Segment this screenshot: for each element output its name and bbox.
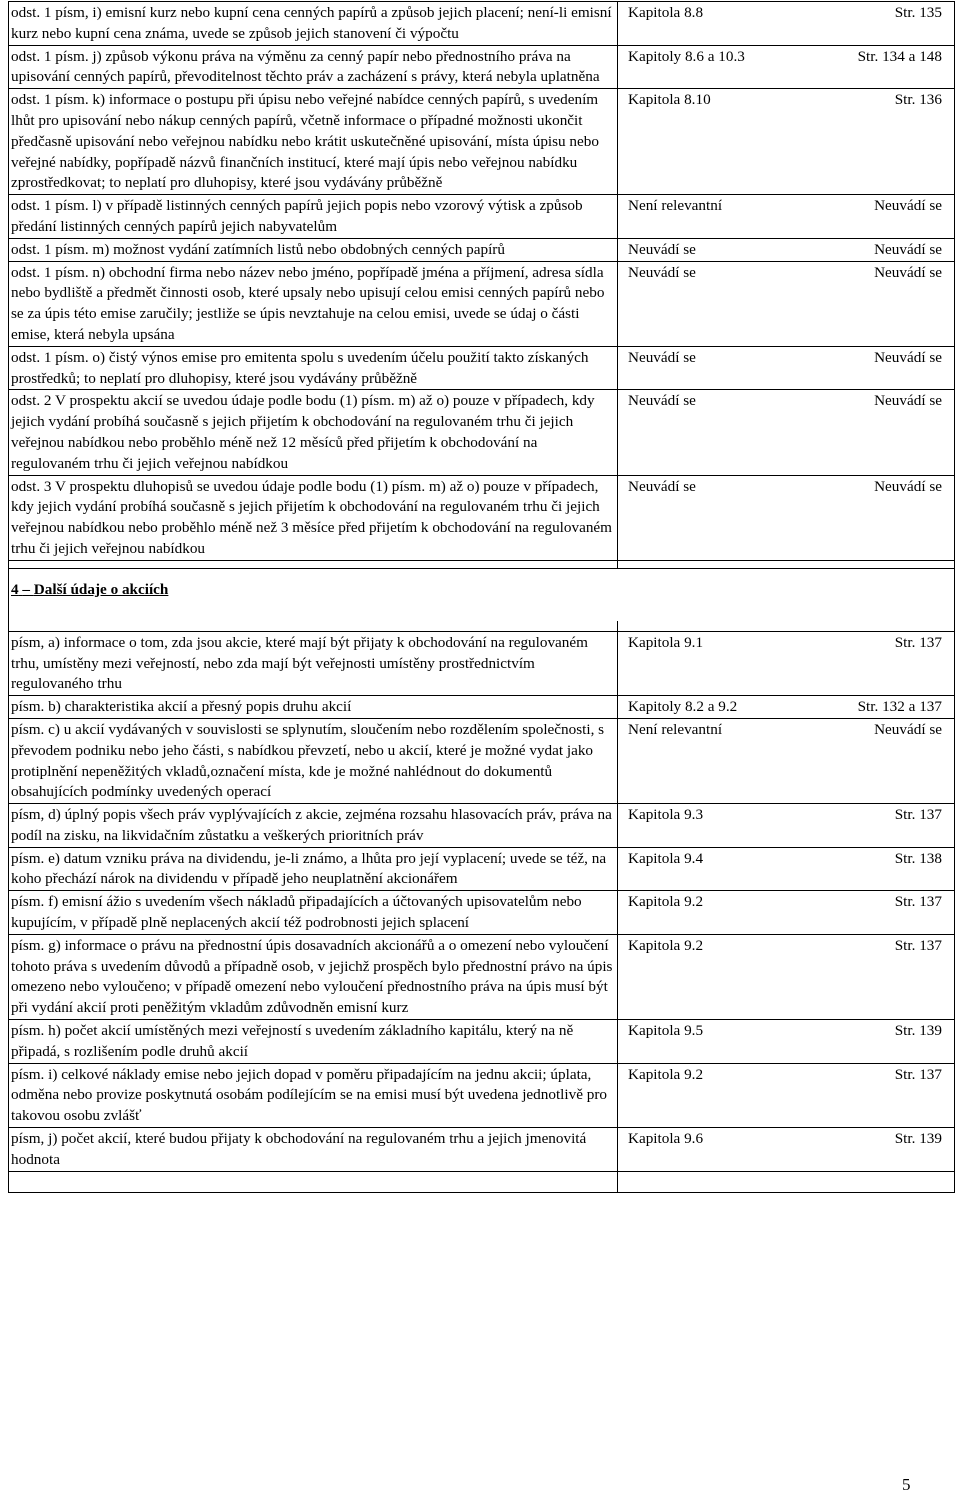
chapter-reference: Neuvádí se	[628, 240, 696, 258]
reference-cell	[618, 718, 955, 803]
reference-cell	[618, 847, 955, 891]
table-row	[9, 390, 955, 475]
reference-line	[628, 477, 942, 498]
page-reference: Str. 139	[894, 1130, 942, 1148]
reference-line	[628, 3, 942, 24]
page-reference: Str. 139	[894, 1022, 942, 1040]
requirement-text: písm. h) počet akcií umístěných mezi veřejností s uvedením základního kapitálu, který na ně připadá, s rozlišením podle druhů akcií	[9, 1020, 618, 1064]
reference-line	[628, 263, 942, 284]
heading-title: Další údaje o akciích	[33, 580, 169, 598]
table-row	[9, 696, 955, 719]
section-heading	[9, 568, 618, 621]
table-row	[9, 1063, 955, 1127]
requirement-text: písm, d) úplný popis všech práv vyplývajících z akcie, zejména rozsahu hlasovacích práv, práva na podíl na zisku, na likvidačním zůstatku a veškerých prioritních práv	[9, 804, 618, 848]
page-reference: Str. 132 a 137	[857, 698, 942, 716]
chapter-reference: Kapitoly 8.6 a 10.3	[628, 47, 745, 65]
table-row	[9, 2, 955, 46]
table-row	[9, 934, 955, 1019]
chapter-reference: Není relevantní	[628, 720, 723, 738]
page-reference: Str. 137	[894, 936, 942, 954]
requirement-text: písm, j) počet akcií, které budou přijaty k obchodování na regulovaném trhu a jejich jmenovitá hodnota	[9, 1128, 618, 1172]
page-reference: Neuvádí se	[874, 720, 942, 738]
page-reference: Neuvádí se	[874, 392, 942, 410]
heading-dash: –	[22, 580, 30, 598]
table-row	[9, 195, 955, 239]
table-row	[9, 718, 955, 803]
page-reference: Neuvádí se	[874, 240, 942, 258]
requirement-text: písm. e) datum vzniku práva na dividendu, je-li známo, a lhůta pro její vyplacení; uvede se též, na koho přechází nárok na dividendu v případě jeho neuplatnění akcionářem	[9, 847, 618, 891]
page-reference: Neuvádí se	[874, 348, 942, 366]
section-2-heading	[9, 560, 955, 631]
reference-line	[628, 348, 942, 369]
reference-line	[628, 892, 942, 913]
reference-line	[628, 240, 942, 261]
requirements-table	[8, 1, 955, 1193]
page-reference: Neuvádí se	[874, 477, 942, 495]
chapter-reference: Neuvádí se	[628, 392, 696, 410]
reference-cell	[618, 1020, 955, 1064]
chapter-reference: Kapitola 9.2	[628, 936, 704, 954]
heading-number: 4	[11, 580, 19, 598]
requirement-text: odst. 1 písm. o) čistý výnos emise pro emitenta spolu s uvedením účelu použití takto získaných prostředků; to neplatí pro dluhopisy, které jsou vydávány průběžně	[9, 346, 618, 390]
chapter-reference: Neuvádí se	[628, 263, 696, 281]
reference-line	[628, 1021, 942, 1042]
section-1-rows	[9, 2, 955, 561]
reference-cell	[618, 475, 955, 560]
page-reference: Neuvádí se	[874, 197, 942, 215]
table-row	[9, 475, 955, 560]
table-row	[9, 631, 955, 695]
table-row	[9, 1020, 955, 1064]
requirement-text: odst. 1 písm. m) možnost vydání zatímních listů nebo obdobných cenných papírů	[9, 238, 618, 261]
requirement-text: písm. c) u akcií vydávaných v souvislosti se splynutím, sloučením nebo rozdělením společnosti, s převodem podniku nebo jeho části, s nabídkou převzetí, nebo u akcií, které je možné vydat jako protiplnění nepeněžitých vkladů,označení místa, kde je možné nahlédnout do dokumentů obsahujících podmínky uvedených operací	[9, 718, 618, 803]
reference-line	[628, 196, 942, 217]
reference-line	[628, 90, 942, 111]
table-row	[9, 89, 955, 195]
table-row	[9, 346, 955, 390]
reference-cell	[618, 934, 955, 1019]
table-row	[9, 45, 955, 89]
page-reference: Str. 137	[894, 806, 942, 824]
reference-cell	[618, 2, 955, 46]
chapter-reference: Kapitola 9.4	[628, 849, 704, 867]
table-row	[9, 1128, 955, 1172]
reference-cell	[618, 1063, 955, 1127]
requirement-text: písm. b) charakteristika akcií a přesný popis druhu akcií	[9, 696, 618, 719]
chapter-reference: Neuvádí se	[628, 348, 696, 366]
page-reference: Str. 137	[894, 1065, 942, 1083]
reference-line	[628, 720, 942, 741]
requirement-text: odst. 1 písm. j) způsob výkonu práva na výměnu za cenný papír nebo přednostního práva na upisování cenných papírů, převoditelnost těchto práv a zacházení s právy, která nebyla uplatněna	[9, 45, 618, 89]
chapter-reference: Kapitola 9.6	[628, 1130, 704, 1148]
reference-line	[628, 1129, 942, 1150]
requirement-text: písm, a) informace o tom, zda jsou akcie, které mají být přijaty k obchodování na regulovaném trhu, umístěny mezi veřejností, nebo zda mají být veřejnosti umístěny prostřednictvím regulovaného trhu	[9, 631, 618, 695]
requirement-text: písm. g) informace o právu na přednostní úpis dosavadních akcionářů a o omezení nebo vyloučení tohoto práva s uvedením důvodů a případně osob, v jejichž prospěch bylo přednostní právo na úpis omezeno nebo vyloučeno; v případě omezení nebo vyloučení přednostního práva na úpis musí být při vydání akcií proti peněžitým vkladům zdůvodněn emisní kurz	[9, 934, 618, 1019]
table-row	[9, 238, 955, 261]
reference-cell	[618, 45, 955, 89]
chapter-reference: Neuvádí se	[628, 477, 696, 495]
page-reference: Str. 135	[894, 4, 942, 21]
requirement-text: písm. f) emisní ážio s uvedením všech nákladů připadajících a účtovaných upisovatelům nebo kupujícím, v případě plně neplacených akcií též podrobnosti jejich splacení	[9, 891, 618, 935]
reference-cell	[618, 390, 955, 475]
reference-line	[628, 391, 942, 412]
chapter-reference: Kapitola 8.8	[628, 4, 704, 21]
page-reference: Str. 134 a 148	[857, 47, 942, 65]
chapter-reference: Kapitola 9.2	[628, 893, 704, 911]
requirement-text: písm. i) celkové náklady emise nebo jejich dopad v poměru připadajícím na jednu akcii; úplata, odměna nebo provize poskytnutá osobám podílejícím se na emisi musí být uvedena jednotlivě pro takovou osobu zvlášť	[9, 1063, 618, 1127]
table-row	[9, 891, 955, 935]
section-2-rows	[9, 631, 955, 1171]
requirement-text: odst. 3 V prospektu dluhopisů se uvedou údaje podle bodu (1) písm. m) až o) pouze v případech, kdy jejich vydání probíhá současně s jejich přijetím k obchodování na regulovaném trhu či jejich veřejnou nabídkou nebo proběhlo méně než 3 měsíce před přijetím k obchodování na regulovaném trhu či jejich veřejnou nabídkou	[9, 475, 618, 560]
chapter-reference: Kapitola 9.2	[628, 1065, 704, 1083]
reference-cell	[618, 346, 955, 390]
document-page	[8, 1, 954, 1193]
page-reference: Neuvádí se	[874, 263, 942, 281]
requirement-text: odst. 1 písm. l) v případě listinných cenných papírů jejich popis nebo vzorový výtisk a způsob předání listinných cenných papírů jejich nabyvatelům	[9, 195, 618, 239]
page-reference: Str. 137	[894, 893, 942, 911]
reference-line	[628, 805, 942, 826]
page-reference: Str. 136	[894, 91, 942, 109]
reference-cell	[618, 1128, 955, 1172]
reference-line	[628, 1065, 942, 1086]
chapter-reference: Kapitola 8.10	[628, 91, 711, 109]
reference-line	[628, 936, 942, 957]
reference-cell	[618, 804, 955, 848]
requirement-text: odst. 2 V prospektu akcií se uvedou údaje podle bodu (1) písm. m) až o) pouze v případech, kdy jejich vydání probíhá současně s jejich přijetím k obchodování na regulovaném trhu či jejich veřejnou nabídkou nebo proběhlo méně než 12 měsíců před přijetím k obchodování na regulovaném trhu či jejich veřejnou nabídkou	[9, 390, 618, 475]
chapter-reference: Kapitoly 8.2 a 9.2	[628, 698, 738, 716]
reference-cell	[618, 261, 955, 346]
table-row	[9, 261, 955, 346]
chapter-reference: Není relevantní	[628, 197, 723, 215]
reference-cell	[618, 89, 955, 195]
reference-line	[628, 697, 942, 718]
reference-cell	[618, 238, 955, 261]
reference-cell	[618, 696, 955, 719]
requirement-text: odst. 1 písm. k) informace o postupu při úpisu nebo veřejné nabídce cenných papírů, s uvedením lhůt pro upisování nebo nákup cenných papírů, včetně informace o případné možnosti ukončit předčasně upisování nebo veřejnou nabídku nebo krátit uskutečněné upisování, místa úpisu nebo veřejné nabídky, popřípadě názvů finančních institucí, které mají úpis nebo veřejnou nabídku zprostředkovat; to neplatí pro dluhopisy, které jsou vydávány průběžně	[9, 89, 618, 195]
chapter-reference: Kapitola 9.3	[628, 806, 704, 824]
page-number: 5	[902, 1475, 911, 1494]
requirement-text: odst. 1 písm, i) emisní kurz nebo kupní cena cenných papírů a způsob jejich placení; není-li emisní kurz nebo kupní cena známa, uvede se způsob jejich stanovení či výpočtu	[9, 2, 618, 46]
table-row	[9, 847, 955, 891]
reference-cell	[618, 891, 955, 935]
page-reference: Str. 137	[894, 633, 942, 651]
chapter-reference: Kapitola 9.5	[628, 1022, 704, 1040]
reference-line	[628, 47, 942, 68]
reference-line	[628, 633, 942, 654]
chapter-reference: Kapitola 9.1	[628, 633, 704, 651]
page-reference: Str. 138	[894, 849, 942, 867]
requirement-text: odst. 1 písm. n) obchodní firma nebo název nebo jméno, popřípadě jména a příjmení, adresa sídla nebo bydliště a předmět činnosti osob, které upsaly nebo upisují celou emisi cenných papírů nebo se za úpis této emise zaručily; jestliže se úpis nevztahuje na celou emisi, uvede se údaj o části emise, která nebyla upsána	[9, 261, 618, 346]
reference-cell	[618, 631, 955, 695]
reference-cell	[618, 195, 955, 239]
reference-line	[628, 849, 942, 870]
table-row	[9, 804, 955, 848]
